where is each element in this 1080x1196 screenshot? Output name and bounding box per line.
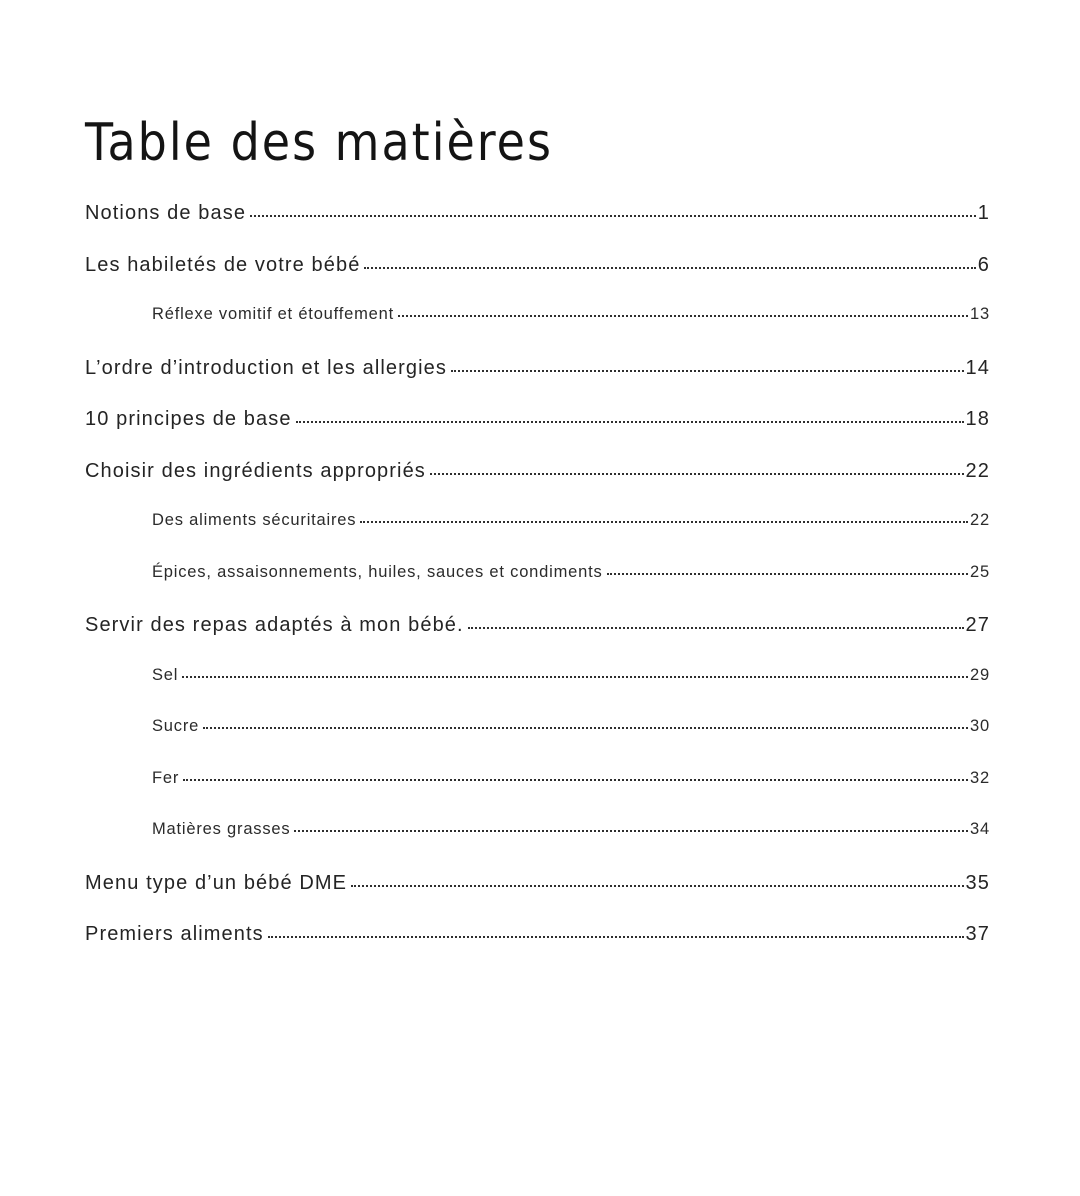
toc-entry-label: Sel	[152, 665, 179, 684]
toc-leader-dots	[250, 215, 976, 217]
toc-entry[interactable]	[85, 562, 990, 614]
toc-entry-page: 32	[970, 768, 990, 787]
toc-entry-page: 30	[970, 717, 990, 735]
page-title: Table des matières	[85, 111, 553, 173]
toc-leader-dots	[398, 315, 968, 317]
toc-entry-page: 34	[970, 820, 990, 838]
toc-leader-dots	[468, 627, 964, 629]
toc-entry-page: 6	[977, 253, 990, 276]
toc-entry[interactable]	[85, 716, 990, 768]
toc-leader-dots	[451, 370, 964, 372]
toc-leader-dots	[430, 473, 964, 475]
toc-entry[interactable]	[85, 819, 990, 871]
toc-entry[interactable]	[85, 304, 990, 356]
toc-entry-page: 1	[977, 202, 990, 224]
toc-entry-page: 22	[965, 459, 990, 482]
toc-entry-page: 29	[970, 665, 990, 684]
toc-entry-label: Notions de base	[85, 202, 247, 224]
toc-entry[interactable]	[85, 201, 990, 253]
toc-leader-dots	[607, 573, 969, 575]
toc-entry-page: 37	[965, 923, 990, 945]
toc-entry-page: 27	[965, 614, 990, 636]
toc-entry-label: Fer	[152, 768, 180, 787]
toc-entry[interactable]	[85, 665, 990, 717]
toc-entry-label: Épices, assaisonnements, huiles, sauces et condiments	[152, 562, 603, 581]
toc-entry[interactable]	[85, 510, 990, 562]
toc-entry-label: Des aliments sécuritaires	[152, 511, 357, 529]
toc-entry-page: 25	[970, 562, 990, 581]
toc-leader-dots	[364, 267, 975, 269]
toc-entry-page: 18	[965, 408, 990, 430]
toc-leader-dots	[360, 521, 968, 523]
toc-entry-page: 35	[965, 871, 990, 894]
toc-entry-label: Choisir des ingrédients appropriés	[85, 459, 426, 482]
toc-entry[interactable]	[85, 871, 990, 923]
toc-entry-label: Premiers aliments	[85, 923, 264, 945]
toc-entry-page: 14	[965, 356, 990, 379]
toc-leader-dots	[183, 779, 968, 781]
toc-entry-page: 22	[970, 511, 990, 529]
toc-entry[interactable]	[85, 922, 990, 974]
toc-leader-dots	[296, 421, 964, 423]
toc-leader-dots	[203, 727, 968, 729]
toc-entry[interactable]	[85, 768, 990, 820]
toc-leader-dots	[182, 676, 968, 678]
toc-entry-page: 13	[970, 305, 990, 323]
document-page	[0, 111, 1080, 1196]
toc-entry-label: Les habiletés de votre bébé	[85, 253, 361, 276]
toc-leader-dots	[294, 830, 968, 832]
toc-entry[interactable]	[85, 356, 990, 408]
toc-entry[interactable]	[85, 407, 990, 459]
toc-entry-label: Servir des repas adaptés à mon bébé.	[85, 614, 464, 636]
toc-entry[interactable]	[85, 613, 990, 665]
toc-entry-label: L’ordre d’introduction et les allergies	[85, 356, 447, 379]
toc-list	[85, 201, 990, 974]
toc-entry[interactable]	[85, 459, 990, 511]
toc-entry[interactable]	[85, 253, 990, 305]
toc-entry-label: 10 principes de base	[85, 408, 292, 430]
toc-entry-label: Matières grasses	[152, 820, 291, 838]
toc-entry-label: Réflexe vomitif et étouffement	[152, 305, 394, 323]
toc-leader-dots	[268, 936, 964, 938]
toc-entry-label: Menu type d’un bébé DME	[85, 871, 348, 894]
toc-entry-label: Sucre	[152, 717, 200, 735]
toc-leader-dots	[351, 885, 963, 887]
